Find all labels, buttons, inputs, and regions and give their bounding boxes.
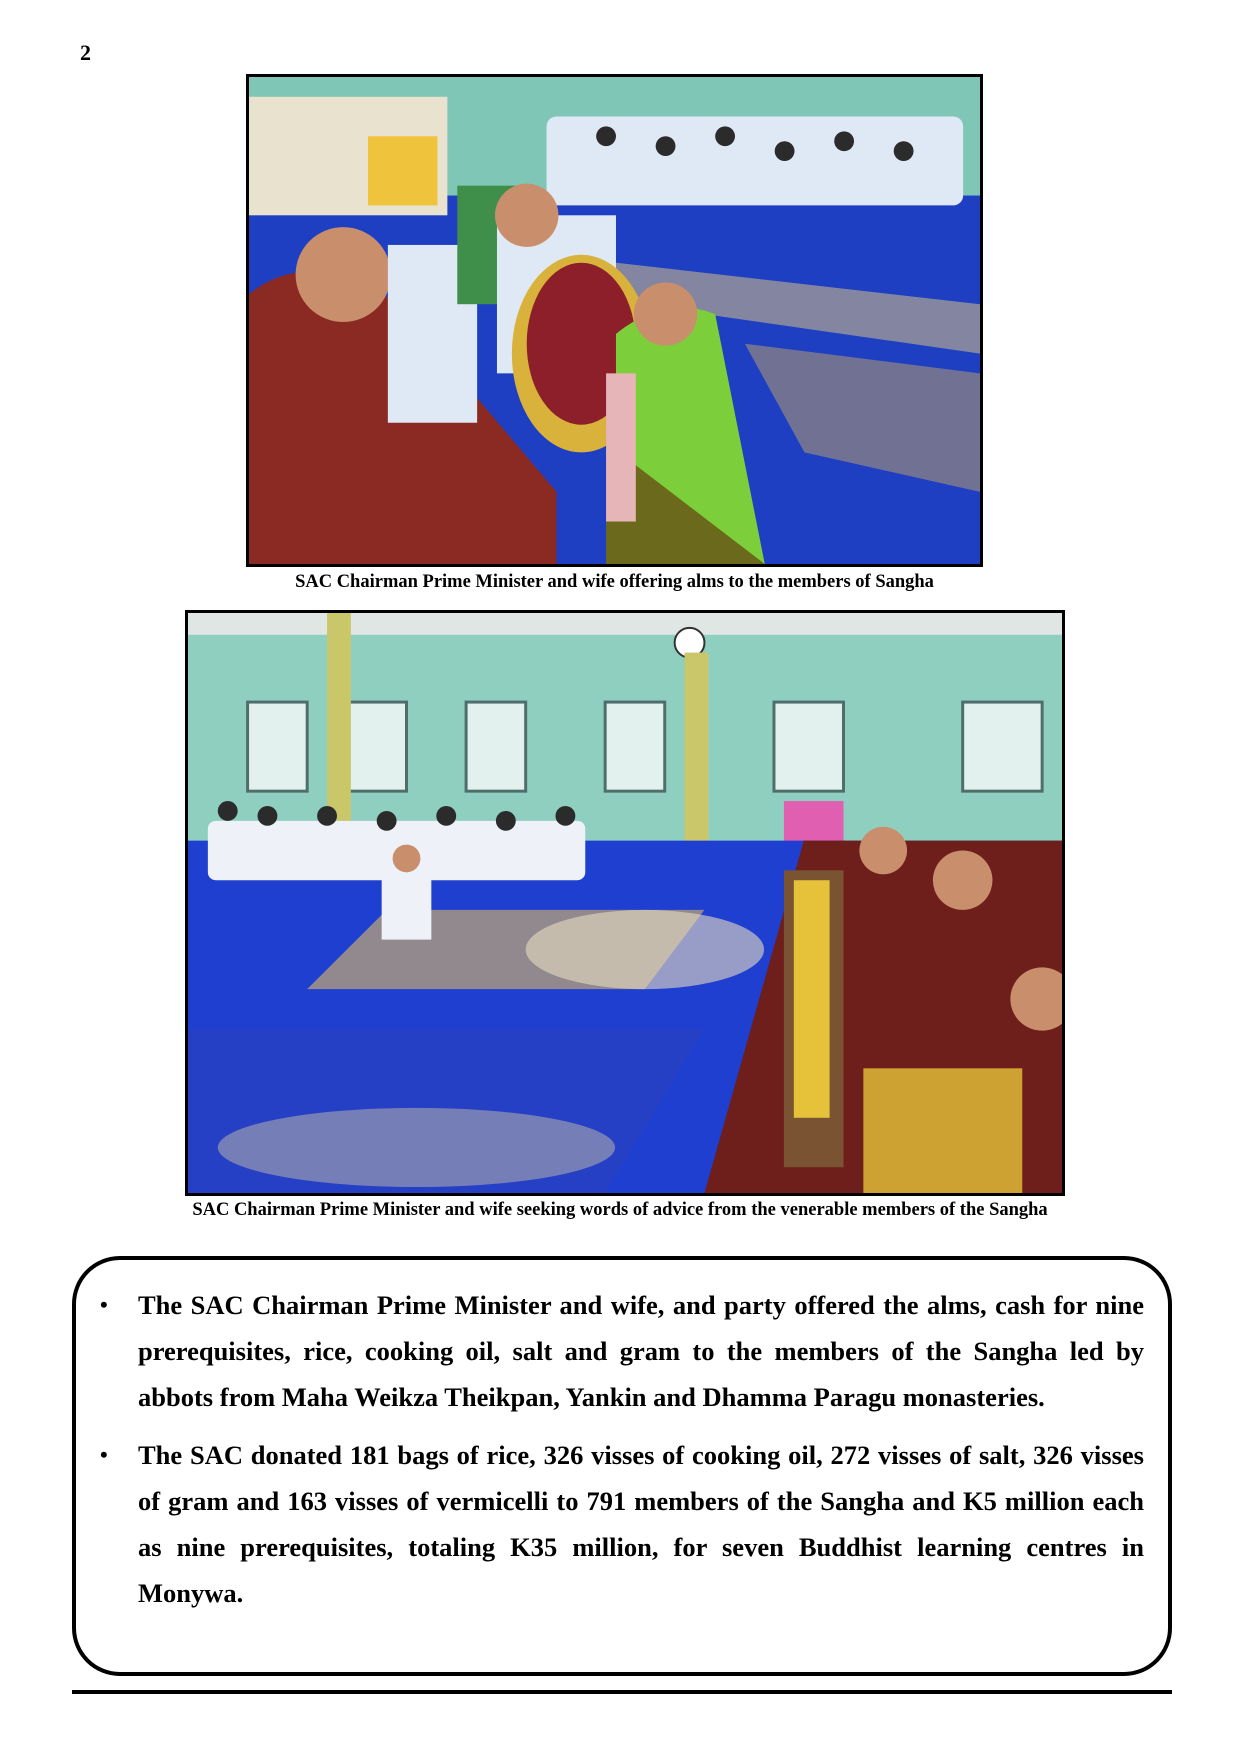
page-number: 2 bbox=[80, 40, 91, 65]
photo-alms-offering bbox=[246, 74, 983, 567]
pillar bbox=[327, 613, 351, 841]
summary-list bbox=[76, 1260, 1168, 1616]
gold-fans bbox=[794, 880, 830, 1118]
photo-advice-seeking-caption: SAC Chairman Prime Minister and wife seeking words of advice from the venerable members of the Sangha bbox=[192, 1200, 1048, 1220]
summary-item-alms bbox=[100, 1282, 1144, 1420]
summary-item-text: The SAC donated 181 bags of rice, 326 visses of cooking oil, 272 visses of salt, 326 visses of gram and 163 visses of vermicelli to 791 members of the Sangha and K5 million each as nine prerequisites, totaling K35 million, for seven Buddhist learning centres in Monywa. bbox=[138, 1440, 1144, 1608]
summary-box bbox=[72, 1256, 1172, 1676]
photo-advice-seeking-illustration bbox=[188, 613, 1062, 1193]
photo-alms-offering-caption: SAC Chairman Prime Minister and wife offering alms to the members of Sangha bbox=[295, 572, 934, 592]
summary-item-text: The SAC Chairman Prime Minister and wife, and party offered the alms, cash for nine prerequisites, rice, cooking oil, salt and gram to the members of the Sangha led by abbots from Maha Weikza Theikpan, Yankin and Dhamma Paragu monasteries. bbox=[138, 1290, 1144, 1412]
kneeling-man bbox=[382, 870, 432, 939]
photo-alms-offering-illustration bbox=[249, 77, 980, 564]
monk-head bbox=[296, 227, 391, 322]
bottom-rule bbox=[72, 1690, 1172, 1694]
photo-advice-seeking bbox=[185, 610, 1065, 1196]
summary-item-donation bbox=[100, 1432, 1144, 1616]
bullet-icon: • bbox=[100, 1442, 108, 1467]
bullet-icon: • bbox=[100, 1292, 108, 1317]
